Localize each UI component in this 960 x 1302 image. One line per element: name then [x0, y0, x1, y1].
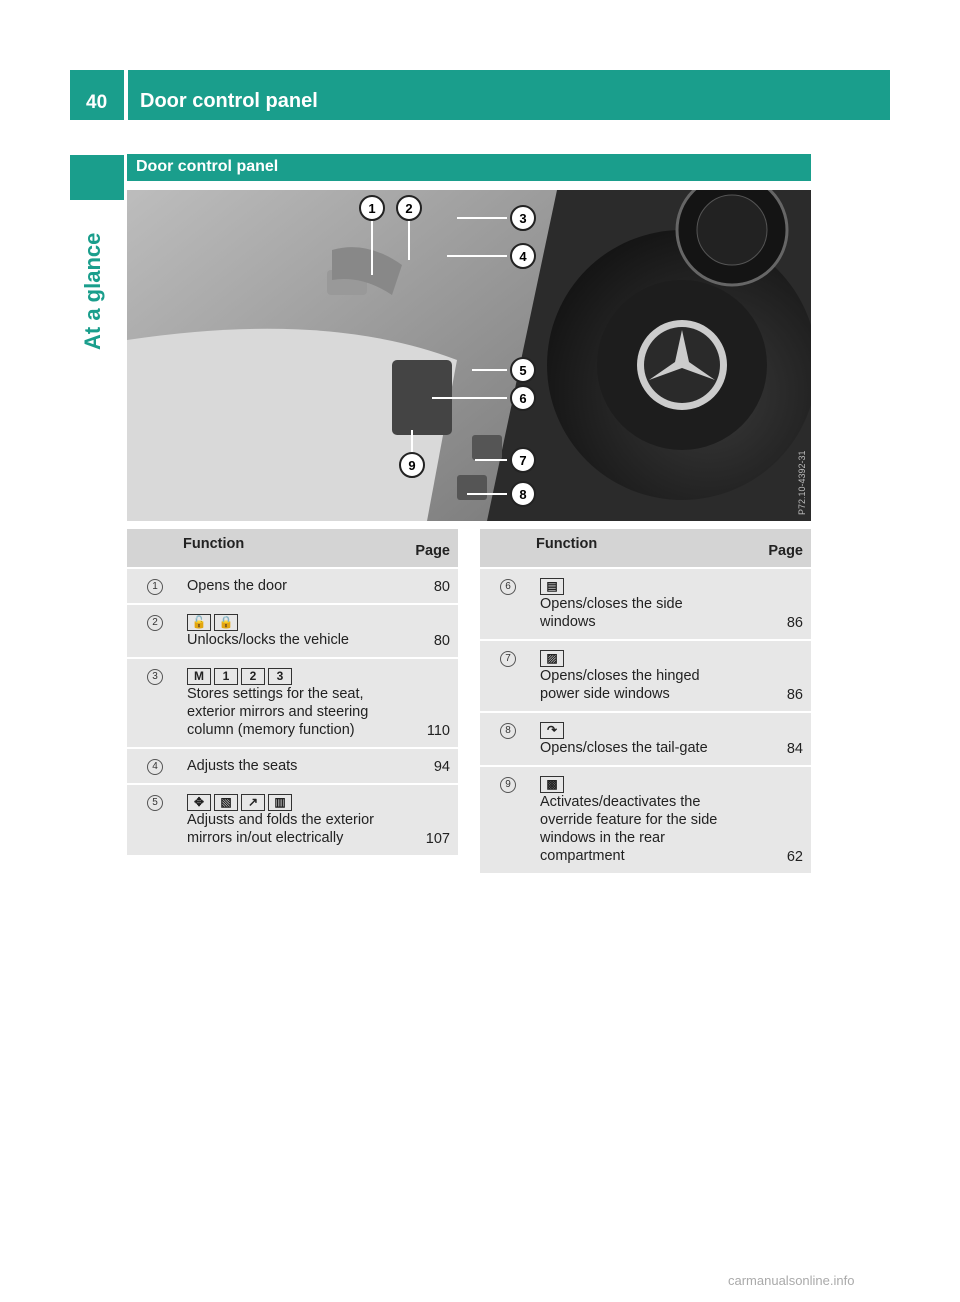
- row-function: [536, 641, 743, 713]
- row-page: 107: [390, 785, 458, 857]
- chapter-header: [128, 70, 890, 120]
- col-num: [480, 529, 536, 569]
- key-1-icon: 1: [214, 668, 238, 685]
- function-text: Adjusts and folds the exterior mirrors in/out electrically: [187, 812, 374, 846]
- row-number: [480, 569, 536, 641]
- function-text: Opens/closes the hinged power side windows: [540, 668, 700, 702]
- row-number: [127, 749, 183, 785]
- row-function: [183, 605, 390, 659]
- function-table-right: [480, 529, 811, 875]
- photo-code: P72.10-4392-31: [797, 450, 807, 515]
- row-number: [480, 767, 536, 875]
- function-text: Opens the door: [187, 578, 287, 594]
- callout-1: 1: [368, 201, 376, 216]
- tailgate-icon: ↷: [540, 722, 564, 739]
- col-page: Page: [743, 529, 811, 569]
- row-function: [183, 749, 390, 785]
- callout-5: 5: [519, 363, 527, 378]
- callout-circle: 1: [147, 579, 163, 595]
- row-number: [127, 569, 183, 605]
- function-text: Adjusts the seats: [187, 758, 298, 774]
- row-number: [127, 605, 183, 659]
- row-function: [183, 785, 390, 857]
- row-function: [536, 713, 743, 767]
- override-icon: ▩: [540, 776, 564, 793]
- table-row: [127, 605, 458, 659]
- callout-circle: 4: [147, 759, 163, 775]
- footer-watermark: carmanualsonline.info: [728, 1273, 855, 1288]
- function-text: Activates/deactivates the override feature for the side windows in the rear compartment: [540, 794, 718, 864]
- callout-circle: 8: [500, 723, 516, 739]
- table-row: [480, 641, 811, 713]
- row-page: 86: [743, 641, 811, 713]
- move-icon: ✥: [187, 794, 211, 811]
- function-text: Unlocks/locks the vehicle: [187, 632, 349, 648]
- col-function: Function: [183, 529, 390, 569]
- page-number: 40: [86, 92, 108, 113]
- table-row: [480, 569, 811, 641]
- section-header: [127, 154, 811, 181]
- row-page: 110: [390, 659, 458, 749]
- row-page: 80: [390, 569, 458, 605]
- callout-6: 6: [519, 391, 527, 406]
- table-row: [127, 785, 458, 857]
- row-page: 84: [743, 713, 811, 767]
- lock-icon: 🔒: [214, 614, 238, 631]
- table-row: [127, 749, 458, 785]
- row-page: 86: [743, 569, 811, 641]
- row-page: 62: [743, 767, 811, 875]
- row-number: [480, 713, 536, 767]
- key-2-icon: 2: [241, 668, 265, 685]
- table-row: [127, 659, 458, 749]
- fold-icon: ▥: [268, 794, 292, 811]
- row-page: 80: [390, 605, 458, 659]
- callout-4: 4: [519, 249, 527, 264]
- callout-2: 2: [405, 201, 413, 216]
- function-text: Opens/closes the tail-gate: [540, 740, 708, 756]
- window-icon: ▤: [540, 578, 564, 595]
- mirror-right-icon: ↗: [241, 794, 265, 811]
- section-title: Door control panel: [136, 158, 279, 175]
- key-3-icon: 3: [268, 668, 292, 685]
- function-text: Opens/closes the side windows: [540, 596, 683, 630]
- col-num: [127, 529, 183, 569]
- unlock-icon: 🔓: [187, 614, 211, 631]
- col-page: Page: [390, 529, 458, 569]
- table-row: [480, 767, 811, 875]
- table-row: [480, 713, 811, 767]
- hinged-window-icon: ▨: [540, 650, 564, 667]
- col-function: Function: [536, 529, 743, 569]
- chapter-title: Door control panel: [140, 90, 318, 112]
- callout-3: 3: [519, 211, 527, 226]
- callout-7: 7: [519, 453, 527, 468]
- callout-circle: 3: [147, 669, 163, 685]
- key-m-icon: M: [187, 668, 211, 685]
- function-text: Stores settings for the seat, exterior mirrors and steering column (memory function): [187, 686, 369, 738]
- page-number-box: [70, 70, 124, 120]
- row-function: [536, 767, 743, 875]
- callout-8: 8: [519, 487, 527, 502]
- mirror-left-icon: ▧: [214, 794, 238, 811]
- callout-circle: 6: [500, 579, 516, 595]
- side-tab-label: At a glance: [80, 232, 105, 350]
- row-page: 94: [390, 749, 458, 785]
- row-function: [183, 569, 390, 605]
- row-number: [127, 659, 183, 749]
- side-tab-marker: [70, 155, 124, 200]
- row-number: [127, 785, 183, 857]
- callout-circle: 5: [147, 795, 163, 811]
- callout-9: 9: [408, 458, 416, 473]
- callout-circle: 2: [147, 615, 163, 631]
- door-panel-photo: [127, 190, 811, 521]
- row-number: [480, 641, 536, 713]
- row-function: [536, 569, 743, 641]
- function-table-left: [127, 529, 458, 857]
- photo-illustration: [127, 190, 811, 521]
- callout-circle: 7: [500, 651, 516, 667]
- row-function: [183, 659, 390, 749]
- callout-circle: 9: [500, 777, 516, 793]
- table-row: [127, 569, 458, 605]
